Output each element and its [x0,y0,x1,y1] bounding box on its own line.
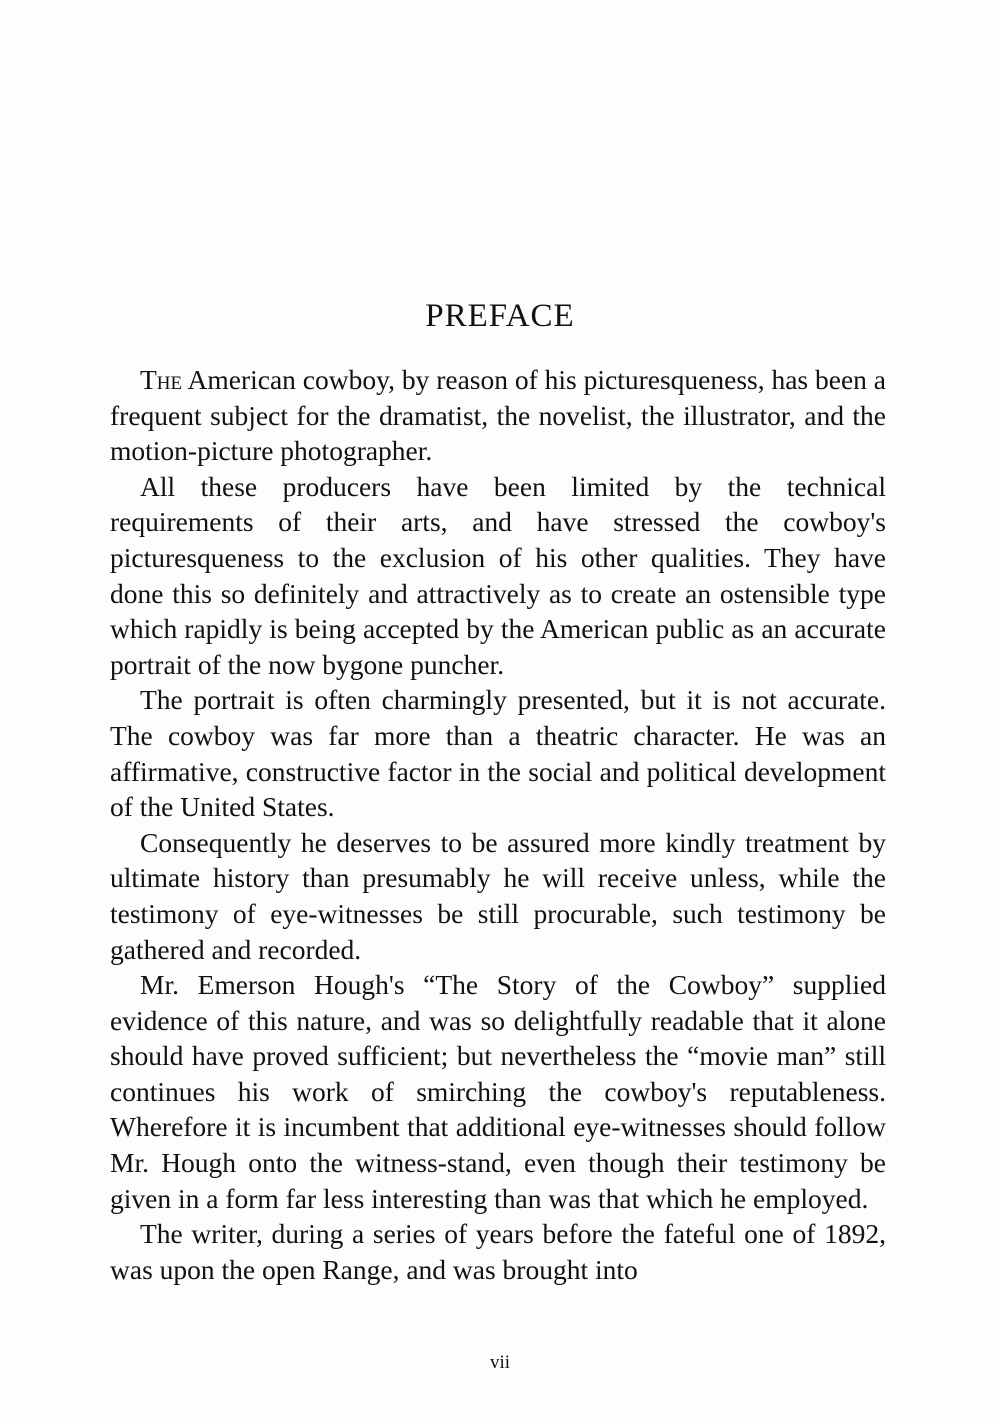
paragraph-text: American cowboy, by reason of his picturesqueness, has been a frequent subject for the dramatist, the novelist, the illustrator, and the motion-picture photographer. [110,364,886,467]
drop-lead-word: The [140,364,183,395]
paragraph-2 [110,469,886,683]
preface-body [110,362,886,1287]
page-title: PREFACE [425,298,575,334]
paragraph-5 [110,967,886,1216]
paragraph-text: All these producers have been limited by the technical requirements of their arts, and have stressed the cowboy's picturesqueness to the exclusion of his other qualities. They have done this so definitely and attractively as to create an ostensible type which rapidly is being accepted by the American public as an accurate portrait of the now bygone puncher. [110,470,886,680]
paragraph-text: Consequently he deserves to be assured more kindly treatment by ultimate history than presumably he will receive unless, while the testimony of eye-witnesses be still procurable, such testimony be gathered and recorded. [110,826,886,965]
paragraph-1 [110,362,886,469]
page-number: vii [489,1352,511,1373]
paragraph-text: Mr. Emerson Hough's “The Story of the Cowboy” supplied evidence of this nature, and was so delightfully readable that it alone should have proved sufficient; but nevertheless the “movie man” still continues his work of smirching the cowboy's reputableness. Wherefore it is incumbent that additional eye-witnesses should follow Mr. Hough onto the witness-stand, even though their testimony be given in a form far less interesting than was that which he employed. [110,969,886,1214]
paragraph-4 [110,825,886,967]
paragraph-3 [110,682,886,824]
paragraph-text: The writer, during a series of years before the fateful one of 1892, was upon the open Range, and was brought into [110,1218,886,1285]
paragraph-text: The portrait is often charmingly presented, but it is not accurate. The cowboy was far more than a theatric character. He was an affirmative, constructive factor in the social and political development of the United States. [110,684,886,823]
paragraph-6 [110,1216,886,1287]
